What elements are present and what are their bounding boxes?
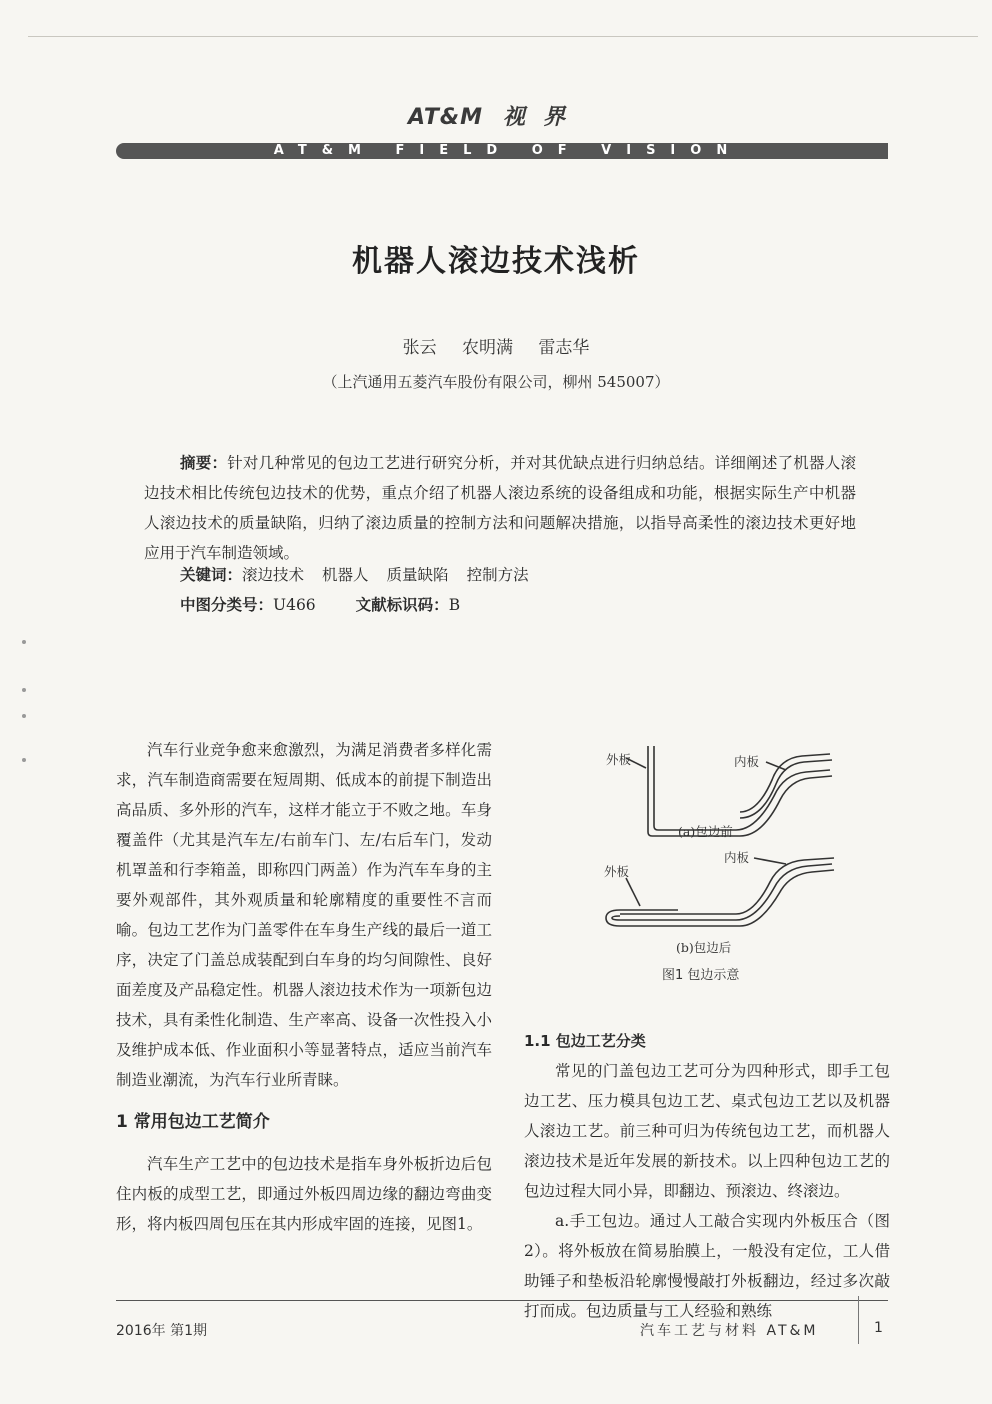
abstract-label: 摘要： [180,454,228,472]
header-bar-text: AT&M FIELD OF VISION [273,143,743,158]
label-outer-b: 外板 [604,864,630,879]
keywords-label: 关键词： [180,566,243,584]
right-column [524,1026,890,1326]
scan-artifact [22,640,26,644]
keywords-line [180,563,529,585]
footer-separator [858,1296,859,1344]
figure-caption: 图1 包边示意 [662,968,740,983]
caption-b: (b)包边后 [676,940,732,955]
header-bar [116,143,888,159]
doc-code-value: B [448,596,461,614]
keyword-item: 滚边技术 [242,566,305,584]
footer-rule [116,1300,888,1301]
article-authors: 张云 农明满 雷志华 [402,338,590,358]
left-column [116,735,492,1239]
footer-journal: 汽车工艺与材料 AT&M [640,1323,819,1339]
section-1-heading: 1 常用包边工艺简介 [116,1112,270,1132]
manual-hemming-paragraph: a.手工包边。通过人工敲合实现内外板压合（图2）。将外板放在简易胎膜上，一般没有定位，工人借助锤子和垫板沿轮廓慢慢敲打外板翻边，经过多次敲打而成。包边质量与工人经验和熟练 [524,1212,890,1320]
keyword-item: 质量缺陷 [386,566,449,584]
clc-label: 中图分类号： [180,596,274,614]
subsection-1-1-heading: 1.1 包边工艺分类 [524,1032,646,1050]
label-inner-b: 内板 [724,850,750,865]
doc-code-label: 文献标识码： [355,596,449,614]
classification-line [180,593,460,615]
outer-panel-b [606,870,834,926]
leader-outer-b [626,878,640,906]
footer-issue: 2016年 第1期 [116,1323,207,1339]
article-title: 机器人滚边技术浅析 [352,244,640,279]
keyword-item: 控制方法 [466,566,529,584]
scan-artifact [22,758,26,762]
outer-panel-b-inner [612,864,832,920]
article-affiliation: （上汽通用五菱汽车股份有限公司，柳州 545007） [322,373,670,391]
label-inner-a: 内板 [734,754,760,769]
brand-column-name: 视界 [503,105,584,130]
leader-inner-b [754,858,786,864]
section-1-paragraph: 汽车生产工艺中的包边技术是指车身外板折边后包住内板的成型工艺，即通过外板四周边缘的翻边弯曲变形，将内板四周包压在其内形成牢固的连接，见图1。 [116,1155,492,1233]
subsection-1-1-paragraph: 常见的门盖包边工艺可分为四种形式，即手工包边工艺、压力模具包边工艺、桌式包边工艺以及机器人滚边工艺。前三种可归为传统包边工艺，而机器人滚边技术是近年发展的新技术。以上四种包边工艺的包边过程大同小异，即翻边、预滚边、终滚边。 [524,1062,890,1200]
figure-1 [590,740,850,990]
scan-top-edge [28,36,978,37]
column-brand [408,100,583,131]
abstract [144,448,856,568]
caption-a: (a)包边前 [678,824,733,839]
label-outer-a: 外板 [606,752,632,767]
keyword-item: 机器人 [322,566,369,584]
brand-logo-text: AT&M [408,105,484,130]
diagram-b-after [606,858,834,926]
page-number: 1 [874,1320,883,1336]
intro-paragraph: 汽车行业竞争愈来愈激烈，为满足消费者多样化需求，汽车制造商需要在短周期、低成本的前提下制造出高品质、多外形的汽车，这样才能立于不败之地。车身覆盖件（尤其是汽车左/右前车门、左/右后车门，发动机罩盖和行李箱盖，即称四门两盖）作为汽车车身的主要外观部件，其外观质量和轮廓精度的重要性不言而喻。包边工艺作为门盖零件在车身生产线的最后一道工序，决定了门盖总成装配到白车身的均匀间隙性、良好面差度及产品稳定性。机器人滚边技术作为一项新包边技术，具有柔性化制造、生产率高、设备一次性投入小及维护成本低、作业面积小等显著特点，适应当前汽车制造业潮流，为汽车行业所青睐。 [116,741,492,1089]
scan-artifact [22,714,26,718]
abstract-text: 针对几种常见的包边工艺进行研究分析，并对其优缺点进行归纳总结。详细阐述了机器人滚边技术相比传统包边技术的优势，重点介绍了机器人滚边系统的设备组成和功能，根据实际生产中机器人滚边技术的质量缺陷，归纳了滚边质量的控制方法和问题解决措施，以指导高柔性的滚边技术更好地应用于汽车制造领域。 [144,454,856,562]
clc-value: U466 [273,596,316,614]
scan-artifact [22,688,26,692]
